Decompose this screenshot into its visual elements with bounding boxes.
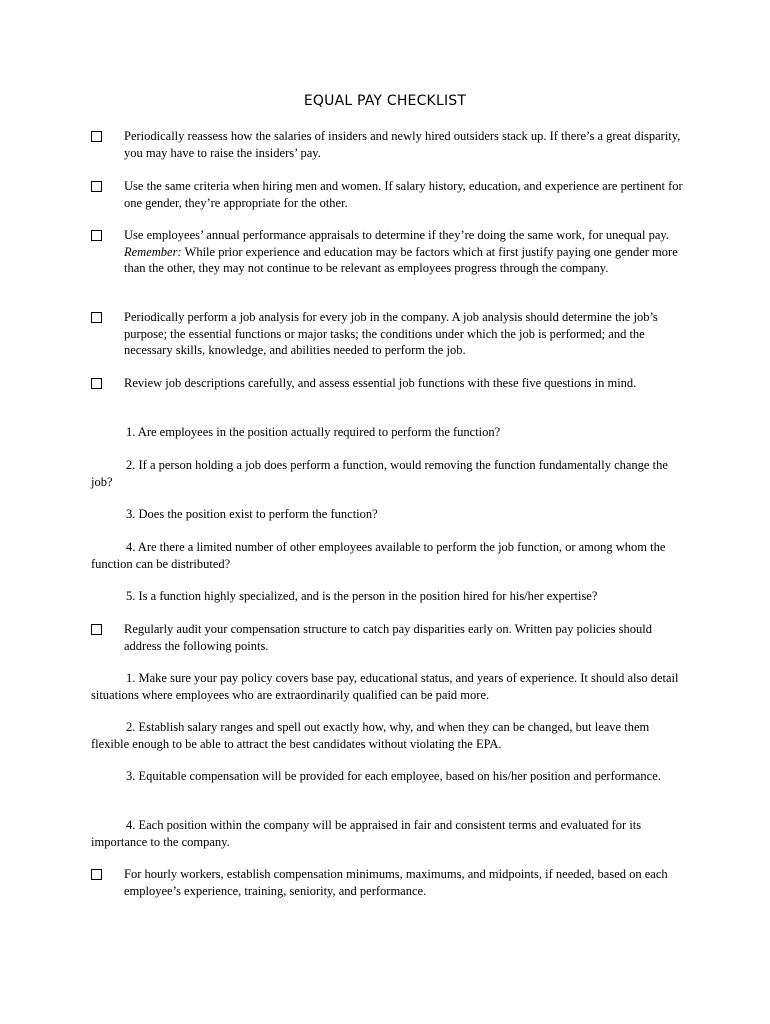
checklist-item-text-before: Use employees’ annual performance appraisals to determine if they’re doing the same work, for unequal pay. (124, 228, 669, 242)
checklist-item-text: Periodically reassess how the salaries of insiders and newly hired outsiders stack up. If there’s a great disparity, you may have to raise the insiders’ pay. (124, 129, 681, 160)
question-item: 2. If a person holding a job does perform a function, would removing the function fundamentally change the job? (91, 458, 668, 489)
checklist-item-text: Use the same criteria when hiring men and women. If salary history, education, and experience are pertinent for one gender, they’re appropriate for the other. (124, 179, 683, 210)
question-item: 1. Are employees in the position actually required to perform the function? (126, 425, 501, 439)
policy-point: 1. Make sure your pay policy covers base pay, educational status, and years of experience. It should also detail situations where employees who are extraordinarily qualified can be paid more. (91, 671, 679, 702)
remember-emphasis: Remember: (124, 244, 182, 259)
question-item: 3. Does the position exist to perform the function? (126, 507, 378, 521)
checklist-item-text: Regularly audit your compensation structure to catch pay disparities early on. Written pay policies should address the following points. (124, 622, 652, 653)
page-title: EQUAL PAY CHECKLIST (303, 93, 467, 109)
checklist-item-text: Periodically perform a job analysis for every job in the company. A job analysis should determine the job’s purpose; the essential functions or major tasks; the conditions under which the job is performed; and the necessary skills, knowledge, and abilities needed to perform the job. (124, 310, 658, 357)
question-item: 5. Is a function highly specialized, and is the person in the position hired for his/her expertise? (126, 589, 598, 603)
checklist-item-text (124, 227, 684, 277)
checklist-item-text: Review job descriptions carefully, and assess essential job functions with these five questions in mind. (124, 376, 637, 390)
checkbox-icon[interactable] (91, 131, 102, 142)
checkbox-icon[interactable] (91, 869, 102, 880)
checklist-item-text-after: While prior experience and education may be factors which at first justify paying one gender more than the other, they may not continue to be relevant as employees progress through the company. (124, 244, 678, 275)
policy-point: 4. Each position within the company will be appraised in fair and consistent terms and evaluated for its importance to the company. (91, 818, 642, 849)
checkbox-icon[interactable] (91, 624, 102, 635)
checkbox-icon[interactable] (91, 230, 102, 241)
policy-point: 3. Equitable compensation will be provided for each employee, based on his/her position and performance. (126, 769, 661, 783)
checkbox-icon[interactable] (91, 181, 102, 192)
checkbox-icon[interactable] (91, 378, 102, 389)
question-item: 4. Are there a limited number of other employees available to perform the job function, or among whom the function can be distributed? (91, 540, 666, 571)
checklist-item-text: For hourly workers, establish compensation minimums, maximums, and midpoints, if needed, based on each employee’s experience, training, seniority, and performance. (124, 867, 668, 898)
checkbox-icon[interactable] (91, 312, 102, 323)
policy-point: 2. Establish salary ranges and spell out exactly how, why, and when they can be changed, but leave them flexible enough to be able to attract the best candidates without violating the EPA. (91, 720, 650, 751)
